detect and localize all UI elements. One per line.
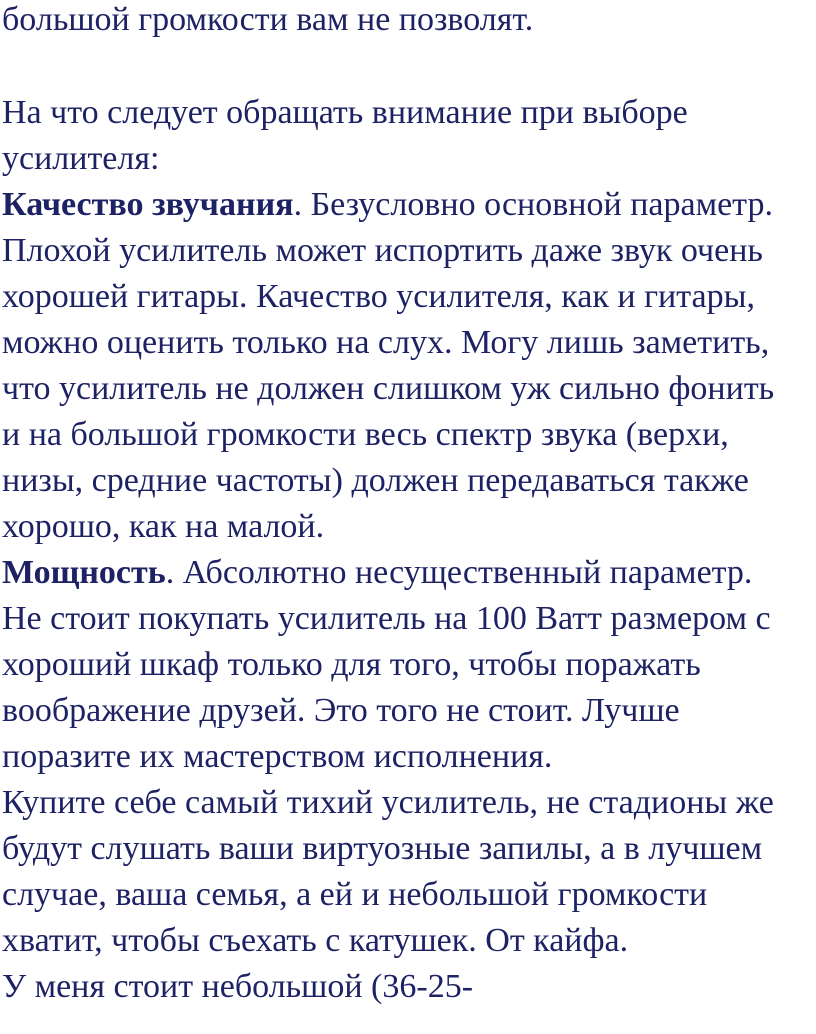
text-line-18: будут слушать ваши виртуозные запилы, а в лучшем: [2, 830, 763, 867]
text-line-5: Плохой усилитель может испортить даже звук очень: [2, 232, 763, 269]
text-line-15: воображение друзей. Это того не стоит. Лучше: [2, 692, 680, 729]
text-line-20: хватит, чтобы съехать с катушек. От кайфа.: [2, 922, 629, 959]
text-line-2: На что следует обращать внимание при выборе: [2, 94, 688, 131]
quality-paragraph-heading-line: Качество звучания. Безусловно основной параметр.: [2, 186, 773, 223]
text-line-1: большой громкости вам не позволят.: [2, 1, 534, 38]
text-line-7: можно оценить только на слух. Могу лишь заметить,: [2, 324, 770, 361]
text-line-9: и на большой громкости весь спектр звука (верхи,: [2, 416, 729, 453]
text-line-3: усилителя:: [2, 140, 160, 177]
text-line-17: Купите себе самый тихий усилитель, не стадионы же: [2, 784, 774, 821]
text-line-8: что усилитель не должен слишком уж сильно фонить: [2, 370, 775, 407]
text-line-16: поразите их мастерством исполнения.: [2, 738, 553, 775]
text-line-6: хорошей гитары. Качество усилителя, как и гитары,: [2, 278, 755, 315]
text-line-21: У меня стоит небольшой (36-25-: [2, 968, 474, 1005]
power-term: Мощность: [2, 554, 166, 591]
power-paragraph-heading-line: Мощность. Абсолютно несущественный параметр.: [2, 554, 753, 591]
text-line-11: хорошо, как на малой.: [2, 508, 325, 545]
text-line-10: низы, средние частоты) должен передаваться также: [2, 462, 749, 499]
quality-term: Качество звучания: [2, 186, 294, 223]
text-line-13: Не стоит покупать усилитель на 100 Ватт размером с: [2, 600, 771, 637]
text-line-19: случае, ваша семья, а ей и небольшой громкости: [2, 876, 708, 913]
text-line-14: хороший шкаф только для того, чтобы поражать: [2, 646, 701, 683]
